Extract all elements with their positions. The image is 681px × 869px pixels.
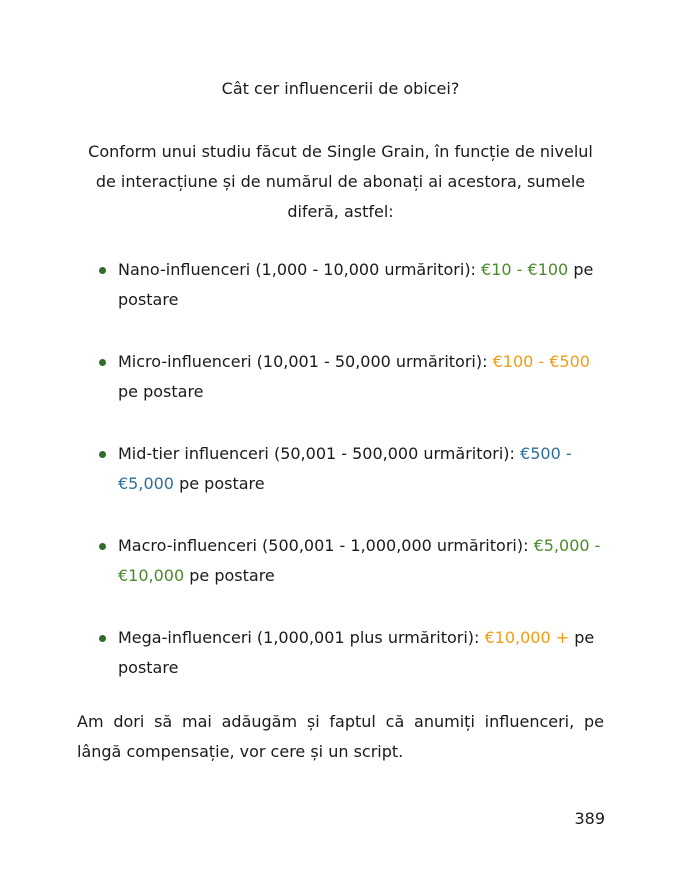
list-item-mega [97, 623, 607, 683]
bullet-icon [99, 635, 106, 642]
tier-price: €10,000 + [484, 628, 570, 647]
tier-price: €500 - €5,000 [118, 444, 572, 493]
list-item-macro [97, 531, 607, 591]
tier-price: €100 - €500 [492, 352, 590, 371]
intro-paragraph: Conform unui studiu făcut de Single Grain, în funcție de nivelul de interacțiune și de numărul de abonați ai acestora, sumele diferă, astfel: [88, 142, 593, 221]
closing-paragraph: Am dori să mai adăugăm și faptul că anumiți influenceri, pe lângă compensație, vor cere și un script. [77, 712, 604, 761]
list-item-mid-tier [97, 439, 607, 499]
tier-price: €5,000 - €10,000 [118, 536, 601, 585]
tier-label: Nano-influenceri (1,000 - 10,000 urmăritori): [118, 260, 482, 279]
bullet-icon [99, 543, 106, 550]
tier-label: Micro-influenceri (10,001 - 50,000 urmăritori): [118, 352, 493, 371]
tier-suffix: pe postare [118, 382, 204, 401]
tier-suffix: pe postare [184, 566, 275, 585]
page-number: 389 [574, 809, 605, 828]
price-tier-list [97, 255, 607, 683]
tier-label: Mega-influenceri (1,000,001 plus urmăritori): [118, 628, 485, 647]
tier-suffix: pe postare [173, 474, 265, 493]
tier-label: Mid-tier influenceri (50,001 - 500,000 urmăritori): [118, 444, 521, 463]
section-heading: Cât cer influencerii de obicei? [221, 79, 460, 98]
bullet-icon [99, 267, 106, 274]
list-item-micro [97, 347, 607, 407]
tier-label: Macro-influenceri (500,001 - 1,000,000 urmăritori): [118, 536, 534, 555]
bullet-icon [99, 451, 106, 458]
tier-suffix: pe postare [118, 628, 595, 677]
tier-price: €10 - €100 [481, 260, 569, 279]
list-item-nano [97, 255, 607, 315]
tier-suffix: pe postare [118, 260, 594, 309]
bullet-icon [99, 359, 106, 366]
